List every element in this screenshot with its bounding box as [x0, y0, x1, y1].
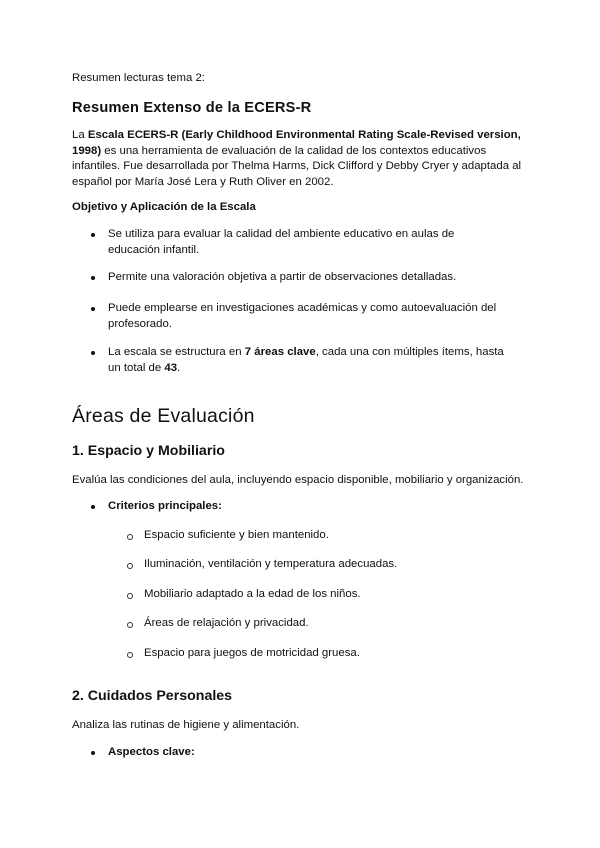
cuidados-aspects-label: Aspectos clave: — [108, 746, 195, 758]
bullet-dot — [91, 307, 95, 311]
bullet-dot — [91, 751, 95, 755]
espacio-criteria-label: Criterios principales: — [108, 500, 222, 512]
objetivo-item-2: Permite una valoración objetiva a partir de observaciones detalladas. — [108, 271, 457, 283]
document-title: Resumen Extenso de la ECERS-R — [72, 100, 312, 116]
objetivo-last-text-1: La escala se estructura en — [108, 346, 245, 358]
bullet-dot — [91, 233, 95, 237]
objetivo-last-bold-2: 43 — [164, 361, 178, 374]
intro-scale-name: Escala ECERS-R (Early Childhood Environmental Rating Scale-Revised version, 1998) — [72, 129, 521, 157]
sub-bullet-ring — [127, 563, 133, 569]
objetivo-item-4 — [108, 345, 518, 376]
espacio-criterion-1: Espacio suficiente y bien mantenido. — [144, 529, 329, 541]
objetivo-last-text-2: , cada una con múltiples ítems, hasta un total de — [108, 346, 504, 374]
espacio-criterion-4: Áreas de relajación y privacidad. — [144, 617, 309, 629]
sub-bullet-ring — [127, 622, 133, 628]
objetivo-item-1: Se utiliza para evaluar la calidad del ambiente educativo en aulas de educación infantil. — [108, 228, 455, 256]
cuidados-heading: 2. Cuidados Personales — [72, 688, 233, 704]
intro-text-1: La — [72, 129, 88, 141]
espacio-description: Evalúa las condiciones del aula, incluyendo espacio disponible, mobiliario y organización. — [72, 474, 524, 486]
areas-heading: Áreas de Evaluación — [72, 405, 255, 427]
sub-bullet-ring — [127, 593, 133, 599]
objetivo-last-bold-1: 7 áreas clave — [244, 346, 316, 358]
sub-bullet-ring — [127, 652, 133, 658]
intro-text-2: es una herramienta de evaluación de la calidad de los contextos educativos infantiles. Fue desarrollada por Thelma Harms, Dick Clifford y Debby Cryer y adaptada al español por María José Lera y Ruth Oliver en 2002. — [72, 144, 522, 188]
espacio-criterion-2: Iluminación, ventilación y temperatura adecuadas. — [144, 558, 398, 570]
bullet-dot — [91, 351, 95, 355]
objetivo-heading: Objetivo y Aplicación de la Escala — [72, 201, 256, 213]
espacio-criterion-3: Mobiliario adaptado a la edad de los niños. — [144, 588, 361, 600]
sub-bullet-ring — [127, 534, 133, 540]
objetivo-item-3: Puede emplearse en investigaciones académicas y como autoevaluación del profesorado. — [108, 302, 497, 330]
document-header: Resumen lecturas tema 2: — [72, 72, 205, 84]
espacio-heading: 1. Espacio y Mobiliario — [72, 443, 225, 459]
cuidados-description: Analiza las rutinas de higiene y alimentación. — [72, 719, 300, 731]
espacio-criterion-5: Espacio para juegos de motricidad gruesa. — [144, 647, 360, 659]
intro-paragraph — [72, 128, 522, 190]
bullet-dot — [91, 276, 95, 280]
bullet-dot — [91, 505, 95, 509]
objetivo-last-text-3: . — [177, 361, 181, 374]
